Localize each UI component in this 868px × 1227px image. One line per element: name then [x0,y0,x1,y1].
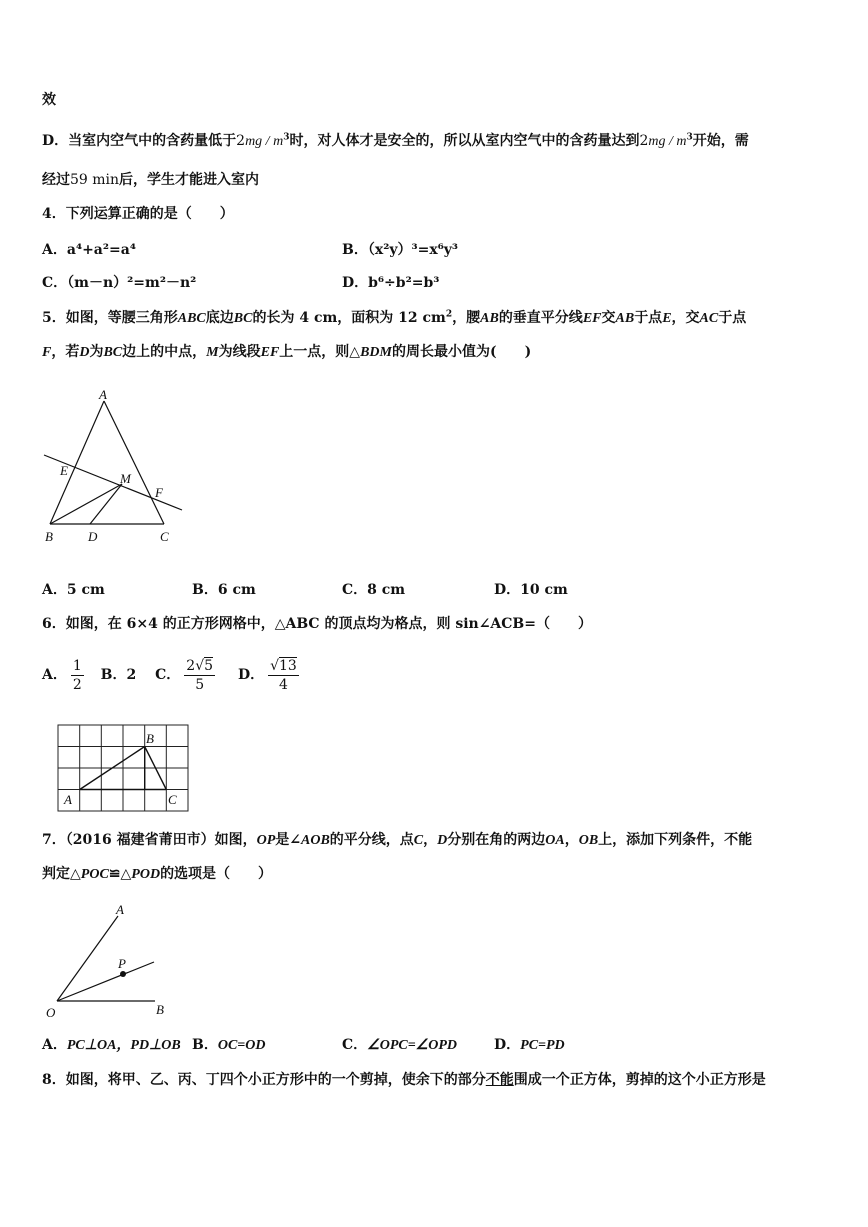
q6-option-c[interactable]: C． $\frac{2√5}{5}$ [155,657,214,693]
q7-option-a[interactable]: A．PC⊥OA，PD⊥OB [42,1037,181,1053]
q5-option-d[interactable]: D．10 cm [494,582,568,598]
q6-stem: 6．如图，在 6×4 的正方形网格中，△ABC 的顶点均为格点，则 sin∠ACB=（ ） [42,616,592,632]
side-ab [50,401,104,524]
q4-stem: 4．下列运算正确的是（ ） [42,206,234,222]
q4-option-a[interactable]: A．a⁴+a²=a⁴ [42,242,136,258]
q5-stem-line2: F，若D为BC边上的中点，M为线段EF上一点，则△BDM的周长最小值为( ) [42,344,532,360]
q5-triangle-figure [38,385,188,550]
label-d: D [88,529,98,544]
q4-option-c[interactable]: C．（m－n）²=m²－n² [42,275,197,291]
label-m: M [120,471,131,486]
q7-stem-line1: 7．（2016 福建省莆田市）如图，OP是∠AOB的平分线，点C，D分别在角的两边OA，OB上，添加下列条件，不能 [42,832,753,848]
label-f: F [155,485,163,500]
q4-option-d[interactable]: D．b⁶÷b²=b³ [342,275,440,291]
q5-stem-line1: 5．如图，等腰三角形ABC底边BC的长为 4 cm，面积为 12 $cm^2$，腰AB的垂直平分线EF交AB于点E，交AC于点 [42,309,747,326]
point-p [120,971,126,977]
side-ac [104,401,164,524]
segment-dm [90,484,122,524]
label-c: C [160,529,169,544]
label-b: B [146,731,154,746]
label-a: A [64,792,72,807]
label-b: B [156,1002,164,1017]
q6-option-d[interactable]: D． $\frac{√13}{4}$ [237,657,297,693]
label-e: E [60,463,68,478]
label-a: A [99,387,107,402]
q6-options [42,655,303,695]
q7-option-b[interactable]: B．OC=OD [192,1037,266,1053]
q6-grid-figure [54,722,199,817]
q6-option-b[interactable]: B．2 [100,667,137,683]
q7-angle-figure [40,898,180,1023]
q7-stem-line2: 判定△POC≌△POD的选项是（ ） [42,866,273,882]
q8-stem: 8．如图，将甲、乙、丙、丁四个小正方形中的一个剪掉，使余下的部分不能围成一个正方体，剪掉的这个小正方形是 [42,1072,766,1088]
label-p: P [118,956,126,971]
q4-option-b[interactable]: B．（x²y）³=x⁶y³ [342,242,459,258]
q7-option-c[interactable]: C．∠OPC=∠OPD [342,1037,458,1053]
label-a: A [116,902,124,917]
segment-bm [50,484,122,524]
q5-option-a[interactable]: A．5 cm [42,582,105,598]
q7-option-d[interactable]: D．PC=PD [494,1037,565,1053]
q5-option-c[interactable]: C．8 cm [342,582,406,598]
label-c: C [168,792,177,807]
q6-option-a[interactable]: A． $\frac{1}{2}$ [42,657,82,693]
prev-question-fragment: 效 [42,92,56,108]
q3-option-d-line2: 经过59 min后，学生才能进入室内 [42,172,260,188]
label-b: B [45,529,53,544]
q5-option-b[interactable]: B．6 cm [192,582,256,598]
label-o: O [46,1005,56,1020]
q3-option-d-line1: D．当室内空气中的含药量低于$2mg / m^3$时，对人体才是安全的，所以从室内空气中的含药量达到$2mg / m^3$开始，需 [42,132,749,149]
